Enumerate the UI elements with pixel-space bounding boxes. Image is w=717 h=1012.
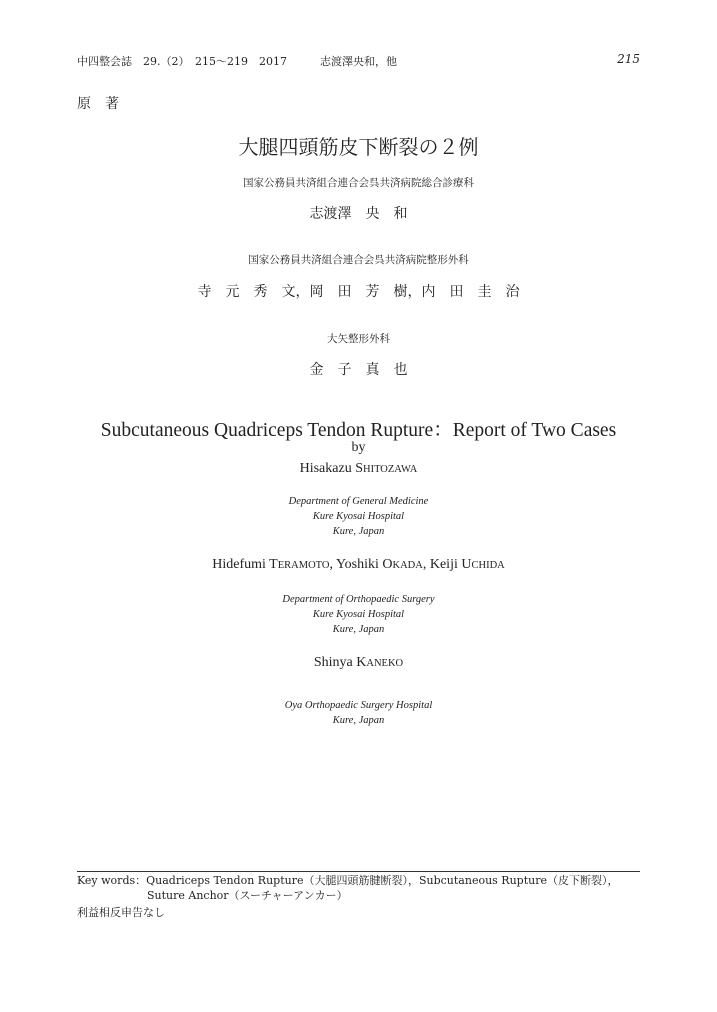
en-author-3 (0, 655, 717, 671)
en-affiliation-1 (0, 494, 717, 539)
family-rest: KADA (392, 560, 423, 571)
ja-affiliation-2: 国家公務員共済組合連合会呉共済病院整形外科 (248, 254, 469, 266)
keywords-line-2: Suture Anchor（スーチャーアンカー） (147, 889, 348, 902)
ja-affiliation-3: 大矢整形外科 (327, 333, 390, 345)
en-authors-2 (0, 557, 717, 573)
family-rest: HITOZAWA (363, 464, 418, 475)
running-authors: 志渡澤央和，他 (320, 55, 397, 68)
separator: , (329, 557, 336, 572)
footer-rule (77, 871, 640, 872)
en-affiliation-3 (0, 698, 717, 728)
keywords-block (77, 873, 640, 903)
page-number: 215 (617, 52, 640, 66)
journal-citation: 中四整会誌 29.（2） 215～219 2017 (77, 55, 287, 68)
family-initial: T (269, 557, 278, 572)
affiliation-line: Kure, Japan (332, 715, 385, 726)
given-name: Yoshiki (335, 557, 383, 572)
affiliation-line: Kure Kyosai Hospital (312, 609, 405, 620)
affiliation-line: Department of Orthopaedic Surgery (282, 594, 435, 605)
by-label: by (351, 440, 366, 455)
keywords-line-1: Quadriceps Tendon Rupture（大腿四頭筋腱断裂），Subcutaneous Rupture（皮下断裂）， (146, 874, 619, 887)
article-category: 原 著 (77, 96, 119, 112)
ja-affiliation-1: 国家公務員共済組合連合会呉共済病院総合診療科 (243, 177, 474, 189)
en-author-1 (0, 461, 717, 477)
given-name: Shinya (313, 655, 357, 670)
family-initial: O (382, 557, 393, 572)
family-initial: U (461, 557, 472, 572)
affiliation-line: Kure, Japan (332, 526, 385, 537)
given-name: Keiji (429, 557, 462, 572)
family-rest: ERAMOTO (277, 560, 330, 571)
affiliation-line: Kure, Japan (332, 624, 385, 635)
family-rest: ANEKO (366, 658, 404, 669)
keywords-label: Key words： (77, 874, 147, 887)
english-title: Subcutaneous Quadriceps Tendon Rupture：Report of Two Cases (100, 420, 617, 441)
family-rest: CHIDA (471, 560, 505, 571)
conflict-of-interest: 利益相反申告なし (77, 906, 165, 919)
affiliation-line: Oya Orthopaedic Surgery Hospital (284, 700, 433, 711)
ja-author-names-3: 金 子 真 也 (309, 362, 408, 378)
japanese-title: 大腿四頭筋皮下断裂の２例 (238, 135, 479, 159)
ja-author-names-1: 志渡澤 央 和 (309, 206, 408, 222)
given-name: Hidefumi (212, 557, 270, 572)
ja-author-names-2: 寺 元 秀 文，岡 田 芳 樹，内 田 圭 治 (197, 284, 520, 300)
en-affiliation-2 (0, 592, 717, 637)
affiliation-line: Kure Kyosai Hospital (312, 511, 405, 522)
family-initial: S (355, 461, 363, 476)
separator: , (422, 557, 430, 572)
given-name: Hisakazu (299, 461, 356, 476)
affiliation-line: Department of General Medicine (288, 496, 429, 507)
family-initial: K (356, 655, 367, 670)
